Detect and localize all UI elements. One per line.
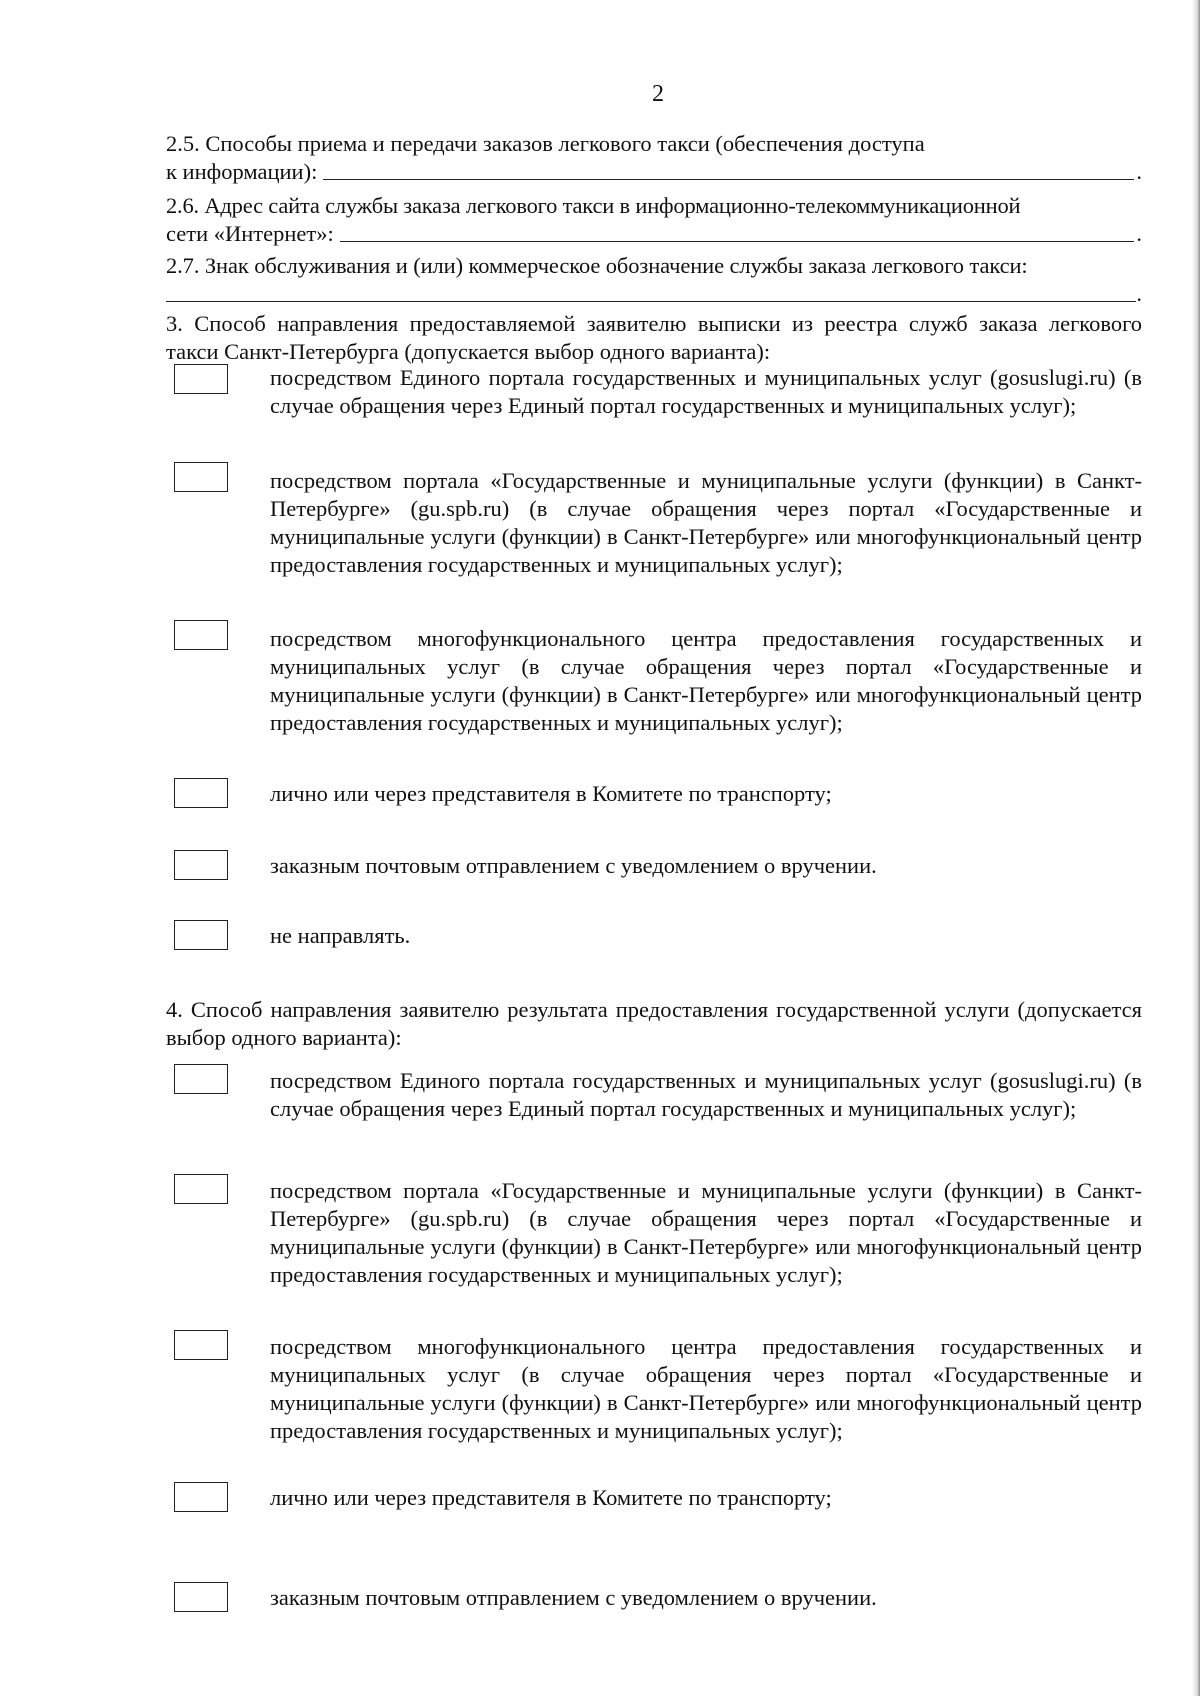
- checkbox-s4-mail[interactable]: [174, 1582, 228, 1612]
- checkbox-s3-gosuslugi[interactable]: [174, 364, 228, 394]
- checkbox-s4-in-person[interactable]: [174, 1482, 228, 1512]
- section-3-heading: 3. Способ направления предоставляемой заявителю выписки из реестра служб заказа легкового такси Санкт-Петербурга (допускается выбор одного варианта):: [166, 311, 1142, 364]
- field-2-6-line: [166, 220, 1142, 248]
- option-text: посредством многофункционального центра предоставления государственных и муниципальных услуг (в случае обращения через портал «Государственные и муниципальные услуги (функции) в Санкт-Петербурге» или многофункциональный центр предоставления государственных и муниципальных услуг);: [270, 1334, 1142, 1443]
- option-text: посредством Единого портала государственных и муниципальных услуг (gosuslugi.ru) (в случае обращения через Единый портал государственных и муниципальных услуг);: [270, 365, 1142, 418]
- option-text: посредством портала «Государственные и муниципальные услуги (функции) в Санкт-Петербурге» (gu.spb.ru) (в случае обращения через портал «Государственные и муниципальные услуги (функции) в Санкт-Петербурге» или многофункциональный центр предоставления государственных и муниципальных услуг);: [270, 468, 1142, 577]
- field-2-6-end: .: [1136, 221, 1142, 246]
- page-number: 2: [652, 81, 664, 107]
- section-4-heading: 4. Способ направления заявителю результата предоставления государственной услуги (допускается выбор одного варианта):: [166, 997, 1142, 1050]
- checkbox-s4-gosuslugi[interactable]: [174, 1064, 228, 1094]
- field-2-5: [166, 130, 1142, 186]
- option-text: посредством многофункционального центра предоставления государственных и муниципальных услуг (в случае обращения через портал «Государственные и муниципальные услуги (функции) в Санкт-Петербурге» или многофункциональный центр предоставления государственных и муниципальных услуг);: [270, 626, 1142, 735]
- field-2-5-label: 2.5. Способы приема и передачи заказов легкового такси (обеспечения доступа: [166, 131, 925, 156]
- field-2-5-label-cont: к информации):: [166, 159, 318, 184]
- checkbox-s3-in-person[interactable]: [174, 778, 228, 808]
- checkbox-s3-gu-spb[interactable]: [174, 462, 228, 492]
- field-2-7-line: [166, 280, 1142, 308]
- option-text: лично или через представителя в Комитете по транспорту;: [270, 1485, 832, 1510]
- option-text: лично или через представителя в Комитете по транспорту;: [270, 781, 832, 806]
- field-2-5-end: .: [1136, 159, 1142, 184]
- option-text: не направлять.: [270, 923, 411, 948]
- option-text: посредством портала «Государственные и муниципальные услуги (функции) в Санкт-Петербурге» (gu.spb.ru) (в случае обращения через портал «Государственные и муниципальные услуги (функции) в Санкт-Петербурге» или многофункциональный центр предоставления государственных и муниципальных услуг);: [270, 1178, 1142, 1287]
- field-2-6-label-cont: сети «Интернет»:: [166, 221, 334, 246]
- checkbox-s4-gu-spb[interactable]: [174, 1174, 228, 1204]
- option-text: заказным почтовым отправлением с уведомлением о вручении.: [270, 1585, 877, 1610]
- option-text: заказным почтовым отправлением с уведомлением о вручении.: [270, 853, 877, 878]
- field-2-7-end: .: [1136, 281, 1142, 306]
- field-2-6-input-line[interactable]: [340, 241, 1135, 242]
- checkbox-s4-mfc[interactable]: [174, 1330, 228, 1360]
- field-2-5-line: [166, 158, 1142, 186]
- checkbox-s3-none[interactable]: [174, 920, 228, 950]
- field-2-6-label: 2.6. Адрес сайта службы заказа легкового такси в информационно-телекоммуникационной: [166, 193, 1021, 218]
- field-2-7: [166, 252, 1142, 308]
- page-edge-shadow: [1192, 0, 1200, 1696]
- field-2-7-label: 2.7. Знак обслуживания и (или) коммерческое обозначение службы заказа легкового такси:: [166, 253, 1028, 278]
- checkbox-s3-mail[interactable]: [174, 850, 228, 880]
- checkbox-s3-mfc[interactable]: [174, 620, 228, 650]
- field-2-7-input-line[interactable]: [166, 301, 1136, 302]
- option-text: посредством Единого портала государственных и муниципальных услуг (gosuslugi.ru) (в случае обращения через Единый портал государственных и муниципальных услуг);: [270, 1068, 1142, 1121]
- field-2-5-input-line[interactable]: [323, 179, 1134, 180]
- field-2-6: [166, 192, 1142, 248]
